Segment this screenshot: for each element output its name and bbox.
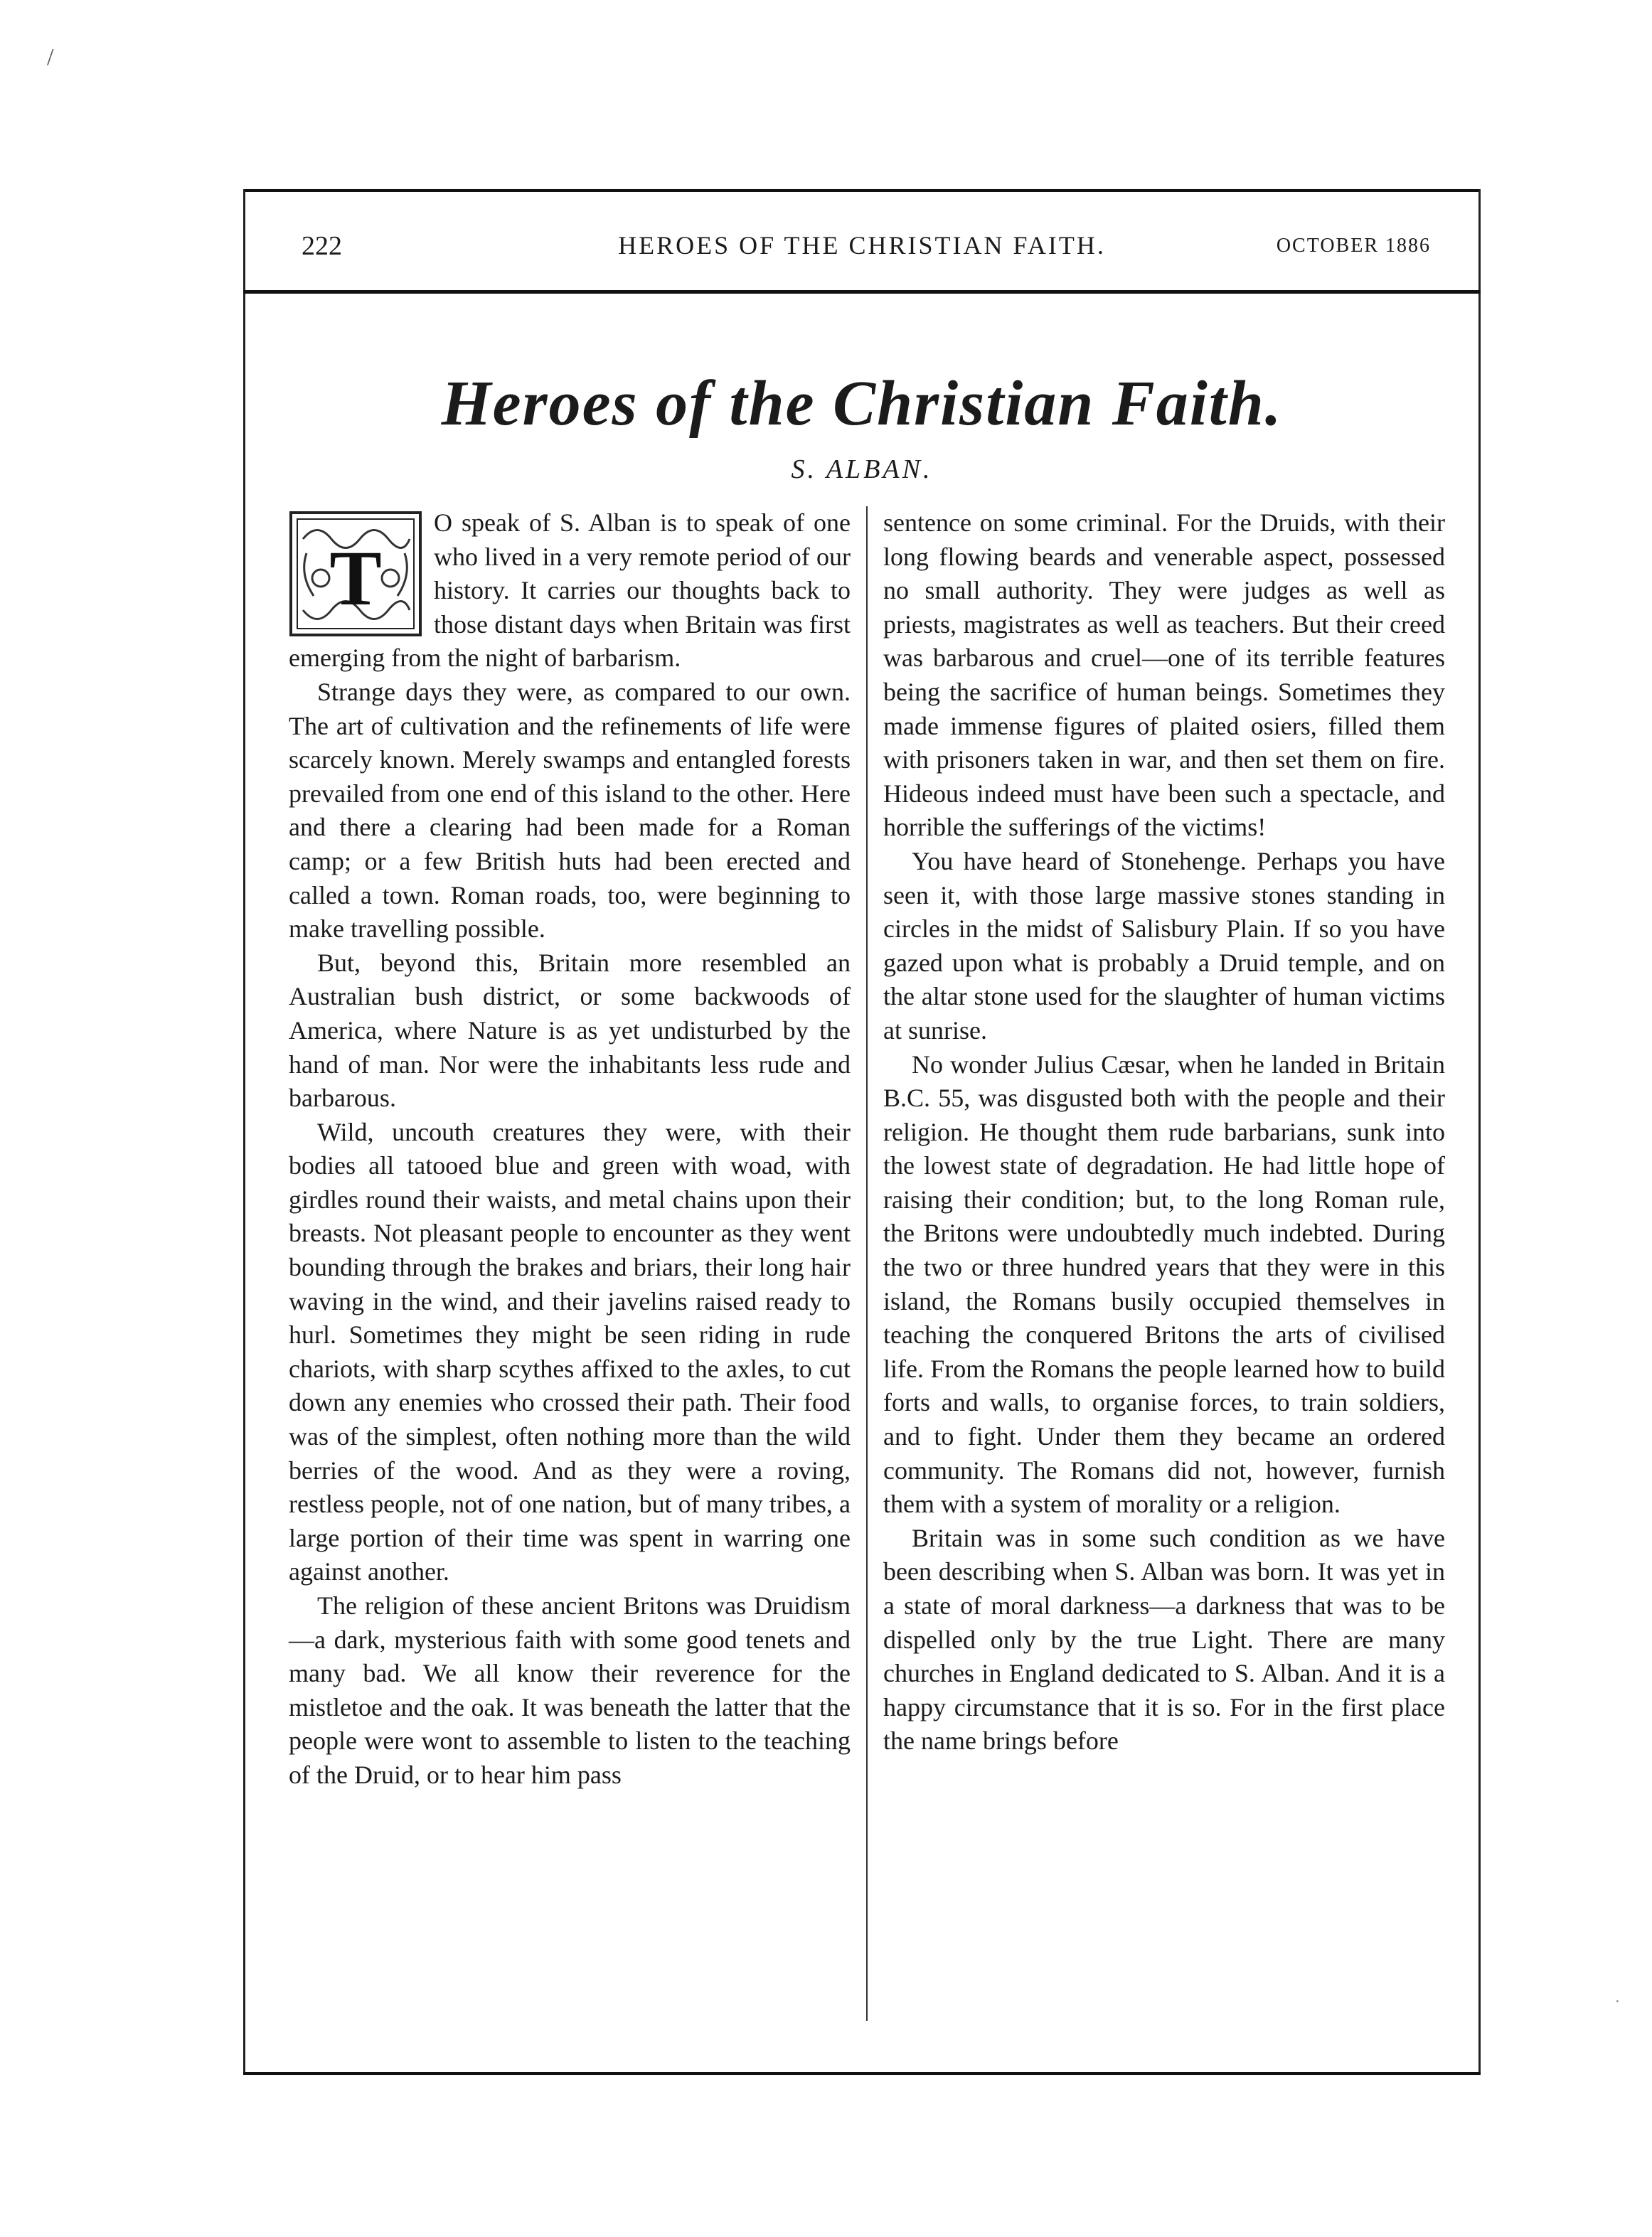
paragraph: Wild, uncouth creatures they were, with their bodies all tatooed blue and green with woad, with girdles round their waists, and metal chains upon their breasts. Not pleasant people to encounter as they went bounding through the brakes and briars, their long hair waving in the wind, and their javelins raised ready to hurl. Sometimes they might be seen riding in rude chariots, with sharp scythes affixed to the axles, to cut down any enemies who crossed their path. Their food was of the simplest, often nothing more than the wild berries of the wood. And as they were a roving, restless people, not of one nation, but of many tribes, a large portion of their time was spent in warring one against another. [289,1117,851,1586]
paragraph: sentence on some criminal. For the Druids, with their long flowing beards and venerable aspect, possessed no small authority. They were judges as well as priests, magistrates as well as teachers. But their creed was barbarous and cruel—one of its terrible features being the sacrifice of human beings. Sometimes they made immense figures of plaited osiers, filled them with prisoners taken in war, and then set them on fire. Hideous indeed must have been such a spectacle, and horrible the sufferings of the victims! [883,508,1445,842]
right-column [883,506,1445,2021]
paragraph: But, beyond this, Britain more resembled an Australian bush district, or some backwoods of America, where Nature is as yet undisturbed by the hand of man. Nor were the inhabitants less rude and barbarous. [289,948,851,1113]
page-number: 222 [302,231,342,261]
margin-dot: · [1614,1991,1621,2012]
article-subtitle: S. ALBAN. [791,454,933,484]
paragraph: Strange days they were, as compared to our own. The art of cultivation and the refinements of life were scarcely known. Merely swamps and entangled forests prevailed from one end of this island to the other. Here and there a clearing had been made for a Roman camp; or a few British huts had been erected and called a town. Roman roads, too, were beginning to make travelling possible. [289,677,851,944]
ornamental-initial-icon [289,511,422,637]
bottom-rule [243,2072,1481,2075]
running-head [243,230,1481,273]
paragraph: O speak of S. Alban is to speak of one who lived in a very remote period of our history. It carries our thoughts back to those distant days when Britain was first emerging from the night of barbarism. [289,508,851,673]
page-frame [243,189,1481,2075]
paragraph: No wonder Julius Cæsar, when he landed in Britain B.C. 55, was disgusted both with the people and their religion. He thought them rude barbarians, sunk into the lowest state of degradation. He had little hope of raising their condition; but, to the long Roman rule, the Britons were undoubtedly much indebted. During the two or three hundred years that they were in this island, the Romans busily occupied themselves in teaching the conquered Britons the arts of civilised life. From the Romans the people learned how to build forts and walls, to organise forces, to train soldiers, and to fight. Under them they became an ordered community. The Romans did not, however, furnish them with a system of morality or a religion. [883,1050,1445,1519]
paragraph: Britain was in some such condition as we have been describing when S. Alban was born. It was yet in a state of moral darkness—a darkness that was to be dispelled only by the true Light. There are many churches in England dedicated to S. Alban. And it is a happy circumstance that it is so. For in the first place the name brings before [883,1523,1445,1756]
left-column [289,506,851,2021]
issue-date: OCTOBER 1886 [1276,235,1431,257]
paragraph: The religion of these ancient Britons was Druidism—a dark, mysterious faith with some good tenets and many bad. We all know their reverence for the mistletoe and the oak. It was beneath the latter that the people were wont to assemble to listen to the teaching of the Druid, or to hear him pass [289,1591,851,1789]
header-rule [243,290,1481,294]
article-title: Heroes of the Christian Faith. [441,368,1283,439]
running-title: HEROES OF THE CHRISTIAN FAITH. [618,231,1106,260]
top-rule [243,189,1481,192]
paragraph: You have heard of Stonehenge. Perhaps you have seen it, with those large massive stones standing in circles in the midst of Salisbury Plain. If so you have gazed upon what is probably a Druid temple, and on the altar stone used for the slaughter of human victims at sunrise. [883,846,1445,1045]
margin-mark: / [47,44,54,70]
column-divider [866,506,868,2021]
dropcap-letter: T [329,535,382,621]
